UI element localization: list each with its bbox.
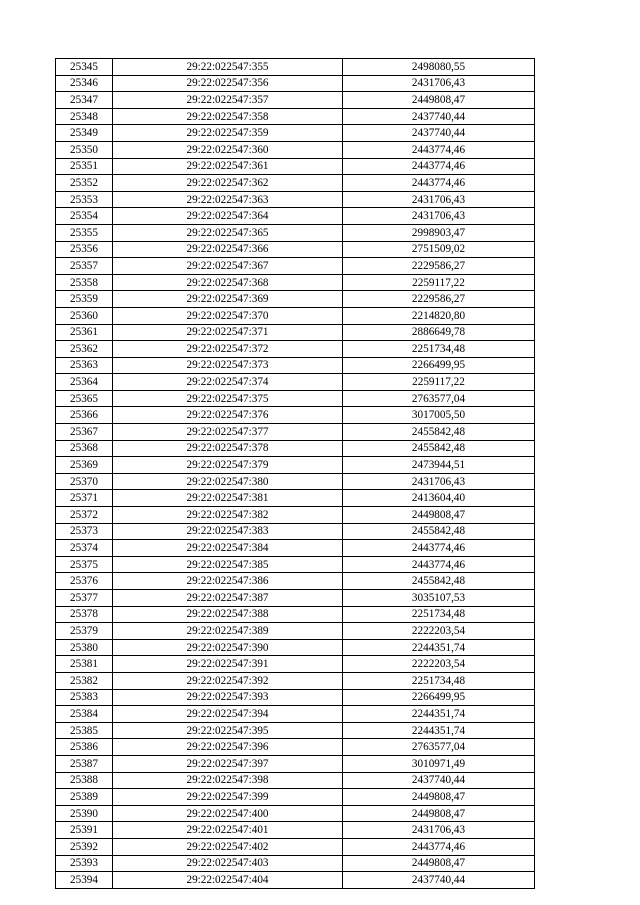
table-row xyxy=(56,855,535,872)
cadastral-number-cell: 29:22:022547:358 xyxy=(113,108,343,125)
table-row xyxy=(56,573,535,590)
cadastral-value-cell: 2449808,47 xyxy=(343,507,535,524)
table-row xyxy=(56,175,535,192)
cadastral-number-cell: 29:22:022547:365 xyxy=(113,224,343,241)
cadastral-number-cell: 29:22:022547:402 xyxy=(113,838,343,855)
table-row xyxy=(56,689,535,706)
row-number-cell: 25377 xyxy=(56,590,113,607)
row-number-cell: 25390 xyxy=(56,805,113,822)
row-number-cell: 25364 xyxy=(56,374,113,391)
cadastral-value-cell: 2259117,22 xyxy=(343,274,535,291)
row-number-cell: 25389 xyxy=(56,789,113,806)
table-row xyxy=(56,540,535,557)
cadastral-value-cell: 2437740,44 xyxy=(343,125,535,142)
row-number-cell: 25379 xyxy=(56,623,113,640)
cadastral-value-cell: 2222203,54 xyxy=(343,656,535,673)
cadastral-value-cell: 2251734,48 xyxy=(343,672,535,689)
row-number-cell: 25356 xyxy=(56,241,113,258)
table-row xyxy=(56,307,535,324)
row-number-cell: 25368 xyxy=(56,440,113,457)
cadastral-value-cell: 2443774,46 xyxy=(343,838,535,855)
row-number-cell: 25345 xyxy=(56,59,113,76)
row-number-cell: 25367 xyxy=(56,424,113,441)
cadastral-value-cell: 2431706,43 xyxy=(343,75,535,92)
table-row xyxy=(56,424,535,441)
cadastral-number-cell: 29:22:022547:380 xyxy=(113,473,343,490)
cadastral-value-cell: 2455842,48 xyxy=(343,424,535,441)
table-row xyxy=(56,357,535,374)
table-row xyxy=(56,755,535,772)
cadastral-number-cell: 29:22:022547:360 xyxy=(113,141,343,158)
table-row xyxy=(56,872,535,889)
cadastral-value-cell: 2763577,04 xyxy=(343,739,535,756)
row-number-cell: 25355 xyxy=(56,224,113,241)
cadastral-value-cell: 2455842,48 xyxy=(343,573,535,590)
row-number-cell: 25359 xyxy=(56,291,113,308)
table-row xyxy=(56,191,535,208)
table-row xyxy=(56,639,535,656)
row-number-cell: 25376 xyxy=(56,573,113,590)
cadastral-number-cell: 29:22:022547:366 xyxy=(113,241,343,258)
cadastral-value-cell: 2251734,48 xyxy=(343,606,535,623)
cadastral-number-cell: 29:22:022547:400 xyxy=(113,805,343,822)
cadastral-value-cell: 2437740,44 xyxy=(343,108,535,125)
cadastral-value-cell: 2751509,02 xyxy=(343,241,535,258)
table-row xyxy=(56,473,535,490)
cadastral-number-cell: 29:22:022547:377 xyxy=(113,424,343,441)
cadastral-number-cell: 29:22:022547:373 xyxy=(113,357,343,374)
cadastral-value-cell: 2259117,22 xyxy=(343,374,535,391)
cadastral-value-cell: 2473944,51 xyxy=(343,457,535,474)
row-number-cell: 25371 xyxy=(56,490,113,507)
row-number-cell: 25387 xyxy=(56,755,113,772)
cadastral-number-cell: 29:22:022547:399 xyxy=(113,789,343,806)
table-row xyxy=(56,241,535,258)
table-row xyxy=(56,805,535,822)
table-row xyxy=(56,324,535,341)
cadastral-value-cell: 2449808,47 xyxy=(343,805,535,822)
table-row xyxy=(56,75,535,92)
cadastral-value-cell: 2222203,54 xyxy=(343,623,535,640)
row-number-cell: 25369 xyxy=(56,457,113,474)
row-number-cell: 25383 xyxy=(56,689,113,706)
cadastral-number-cell: 29:22:022547:367 xyxy=(113,258,343,275)
cadastral-value-cell: 2431706,43 xyxy=(343,473,535,490)
table-row xyxy=(56,739,535,756)
cadastral-number-cell: 29:22:022547:359 xyxy=(113,125,343,142)
cadastral-value-cell: 2229586,27 xyxy=(343,291,535,308)
row-number-cell: 25358 xyxy=(56,274,113,291)
table-row xyxy=(56,722,535,739)
row-number-cell: 25362 xyxy=(56,341,113,358)
table-row xyxy=(56,789,535,806)
cadastral-value-cell: 3017005,50 xyxy=(343,407,535,424)
cadastral-value-cell: 3035107,53 xyxy=(343,590,535,607)
cadastral-number-cell: 29:22:022547:404 xyxy=(113,872,343,889)
row-number-cell: 25351 xyxy=(56,158,113,175)
row-number-cell: 25352 xyxy=(56,175,113,192)
table-row xyxy=(56,258,535,275)
cadastral-value-cell: 2413604,40 xyxy=(343,490,535,507)
cadastral-value-cell: 2449808,47 xyxy=(343,789,535,806)
row-number-cell: 25354 xyxy=(56,208,113,225)
cadastral-number-cell: 29:22:022547:388 xyxy=(113,606,343,623)
table-row xyxy=(56,507,535,524)
row-number-cell: 25361 xyxy=(56,324,113,341)
cadastral-value-cell: 2244351,74 xyxy=(343,639,535,656)
row-number-cell: 25366 xyxy=(56,407,113,424)
table-row xyxy=(56,606,535,623)
table-row xyxy=(56,490,535,507)
cadastral-value-cell: 2251734,48 xyxy=(343,341,535,358)
cadastral-value-cell: 2455842,48 xyxy=(343,523,535,540)
cadastral-value-cell: 2431706,43 xyxy=(343,822,535,839)
cadastral-number-cell: 29:22:022547:403 xyxy=(113,855,343,872)
cadastral-value-cell: 2266499,95 xyxy=(343,357,535,374)
row-number-cell: 25357 xyxy=(56,258,113,275)
row-number-cell: 25353 xyxy=(56,191,113,208)
cadastral-number-cell: 29:22:022547:383 xyxy=(113,523,343,540)
table-row xyxy=(56,274,535,291)
row-number-cell: 25360 xyxy=(56,307,113,324)
table-row xyxy=(56,772,535,789)
table-row xyxy=(56,523,535,540)
table-row xyxy=(56,822,535,839)
cadastral-value-cell: 3010971,49 xyxy=(343,755,535,772)
cadastral-number-cell: 29:22:022547:374 xyxy=(113,374,343,391)
cadastral-value-cell: 2244351,74 xyxy=(343,722,535,739)
cadastral-value-cell: 2229586,27 xyxy=(343,258,535,275)
cadastral-number-cell: 29:22:022547:394 xyxy=(113,706,343,723)
cadastral-value-cell: 2443774,46 xyxy=(343,540,535,557)
row-number-cell: 25392 xyxy=(56,838,113,855)
table-row xyxy=(56,672,535,689)
row-number-cell: 25378 xyxy=(56,606,113,623)
cadastral-number-cell: 29:22:022547:390 xyxy=(113,639,343,656)
table-row xyxy=(56,706,535,723)
cadastral-value-cell: 2498080,55 xyxy=(343,59,535,76)
row-number-cell: 25346 xyxy=(56,75,113,92)
row-number-cell: 25349 xyxy=(56,125,113,142)
cadastral-value-cell: 2244351,74 xyxy=(343,706,535,723)
row-number-cell: 25370 xyxy=(56,473,113,490)
table-row xyxy=(56,224,535,241)
table-row xyxy=(56,59,535,76)
row-number-cell: 25347 xyxy=(56,92,113,109)
row-number-cell: 25373 xyxy=(56,523,113,540)
cadastral-value-cell: 2886649,78 xyxy=(343,324,535,341)
cadastral-number-cell: 29:22:022547:384 xyxy=(113,540,343,557)
cadastral-number-cell: 29:22:022547:357 xyxy=(113,92,343,109)
cadastral-value-cell: 2443774,46 xyxy=(343,556,535,573)
table-row xyxy=(56,158,535,175)
cadastral-number-cell: 29:22:022547:362 xyxy=(113,175,343,192)
cadastral-value-cell: 2443774,46 xyxy=(343,141,535,158)
row-number-cell: 25393 xyxy=(56,855,113,872)
row-number-cell: 25391 xyxy=(56,822,113,839)
cadastral-number-cell: 29:22:022547:389 xyxy=(113,623,343,640)
table-row xyxy=(56,556,535,573)
cadastral-value-cell: 2437740,44 xyxy=(343,872,535,889)
table-row xyxy=(56,108,535,125)
table-row xyxy=(56,623,535,640)
table-row xyxy=(56,440,535,457)
cadastral-number-cell: 29:22:022547:392 xyxy=(113,672,343,689)
cadastral-value-cell: 2998903,47 xyxy=(343,224,535,241)
row-number-cell: 25348 xyxy=(56,108,113,125)
table-row xyxy=(56,407,535,424)
cadastral-number-cell: 29:22:022547:398 xyxy=(113,772,343,789)
cadastral-number-cell: 29:22:022547:381 xyxy=(113,490,343,507)
cadastral-value-cell: 2763577,04 xyxy=(343,390,535,407)
cadastral-number-cell: 29:22:022547:363 xyxy=(113,191,343,208)
cadastral-value-cell: 2214820,80 xyxy=(343,307,535,324)
cadastral-value-cell: 2431706,43 xyxy=(343,208,535,225)
row-number-cell: 25381 xyxy=(56,656,113,673)
row-number-cell: 25365 xyxy=(56,390,113,407)
cadastral-number-cell: 29:22:022547:370 xyxy=(113,307,343,324)
cadastral-number-cell: 29:22:022547:391 xyxy=(113,656,343,673)
table-row xyxy=(56,92,535,109)
table-row xyxy=(56,590,535,607)
table-body xyxy=(56,59,535,889)
cadastral-number-cell: 29:22:022547:376 xyxy=(113,407,343,424)
cadastral-value-cell: 2431706,43 xyxy=(343,191,535,208)
cadastral-number-cell: 29:22:022547:387 xyxy=(113,590,343,607)
cadastral-number-cell: 29:22:022547:395 xyxy=(113,722,343,739)
table-row xyxy=(56,656,535,673)
cadastral-number-cell: 29:22:022547:401 xyxy=(113,822,343,839)
table-row xyxy=(56,291,535,308)
cadastral-number-cell: 29:22:022547:372 xyxy=(113,341,343,358)
row-number-cell: 25394 xyxy=(56,872,113,889)
row-number-cell: 25372 xyxy=(56,507,113,524)
cadastral-number-cell: 29:22:022547:364 xyxy=(113,208,343,225)
cadastral-number-cell: 29:22:022547:397 xyxy=(113,755,343,772)
table-row xyxy=(56,374,535,391)
cadastral-value-table xyxy=(55,58,535,889)
row-number-cell: 25350 xyxy=(56,141,113,158)
cadastral-number-cell: 29:22:022547:379 xyxy=(113,457,343,474)
table-row xyxy=(56,341,535,358)
row-number-cell: 25374 xyxy=(56,540,113,557)
table-row xyxy=(56,390,535,407)
row-number-cell: 25388 xyxy=(56,772,113,789)
cadastral-number-cell: 29:22:022547:393 xyxy=(113,689,343,706)
table-row xyxy=(56,208,535,225)
cadastral-number-cell: 29:22:022547:378 xyxy=(113,440,343,457)
cadastral-number-cell: 29:22:022547:369 xyxy=(113,291,343,308)
cadastral-number-cell: 29:22:022547:386 xyxy=(113,573,343,590)
cadastral-number-cell: 29:22:022547:375 xyxy=(113,390,343,407)
table-row xyxy=(56,141,535,158)
row-number-cell: 25385 xyxy=(56,722,113,739)
cadastral-value-cell: 2443774,46 xyxy=(343,175,535,192)
cadastral-number-cell: 29:22:022547:382 xyxy=(113,507,343,524)
cadastral-value-cell: 2266499,95 xyxy=(343,689,535,706)
cadastral-number-cell: 29:22:022547:361 xyxy=(113,158,343,175)
row-number-cell: 25380 xyxy=(56,639,113,656)
cadastral-number-cell: 29:22:022547:385 xyxy=(113,556,343,573)
cadastral-number-cell: 29:22:022547:371 xyxy=(113,324,343,341)
table-row xyxy=(56,125,535,142)
row-number-cell: 25375 xyxy=(56,556,113,573)
row-number-cell: 25384 xyxy=(56,706,113,723)
cadastral-value-cell: 2455842,48 xyxy=(343,440,535,457)
cadastral-number-cell: 29:22:022547:396 xyxy=(113,739,343,756)
table-row xyxy=(56,457,535,474)
cadastral-number-cell: 29:22:022547:356 xyxy=(113,75,343,92)
cadastral-value-cell: 2443774,46 xyxy=(343,158,535,175)
table-row xyxy=(56,838,535,855)
cadastral-value-cell: 2449808,47 xyxy=(343,92,535,109)
cadastral-number-cell: 29:22:022547:355 xyxy=(113,59,343,76)
cadastral-value-cell: 2449808,47 xyxy=(343,855,535,872)
row-number-cell: 25386 xyxy=(56,739,113,756)
row-number-cell: 25382 xyxy=(56,672,113,689)
cadastral-number-cell: 29:22:022547:368 xyxy=(113,274,343,291)
cadastral-value-cell: 2437740,44 xyxy=(343,772,535,789)
row-number-cell: 25363 xyxy=(56,357,113,374)
